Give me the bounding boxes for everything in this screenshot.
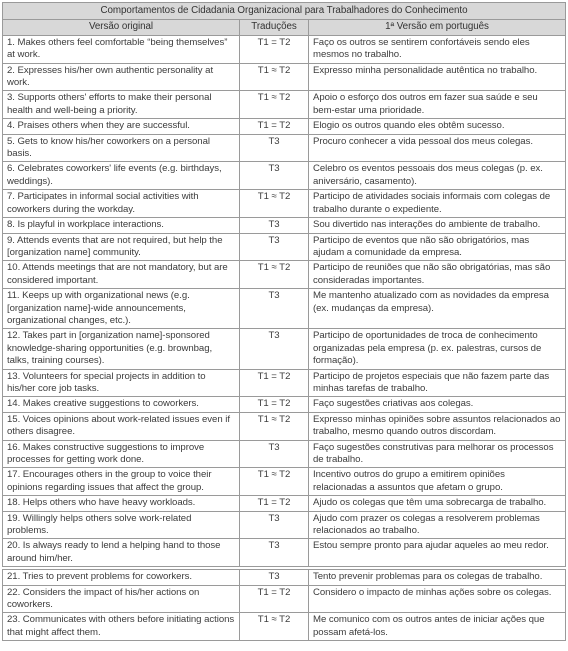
cell-translation: T3 <box>240 539 309 567</box>
table-row <box>3 397 566 412</box>
table-row <box>3 233 566 261</box>
cell-original: 3. Supports others' efforts to make their personal health and well-being a priority. <box>3 91 240 119</box>
cell-portuguese: Faço sugestões criativas aos colegas. <box>309 397 566 412</box>
cell-original: 13. Volunteers for special projects in addition to his/her core job tasks. <box>3 369 240 397</box>
cell-original: 22. Considers the impact of his/her actions on coworkers. <box>3 585 240 613</box>
cell-portuguese: Estou sempre pronto para ajudar aqueles ao meu redor. <box>309 539 566 567</box>
cell-translation: T1 ≈ T2 <box>240 613 309 641</box>
cell-portuguese: Sou divertido nas interações do ambiente de trabalho. <box>309 218 566 233</box>
table-title: Comportamentos de Cidadania Organizacional para Trabalhadores do Conhecimento <box>3 3 566 20</box>
cell-translation: T3 <box>240 289 309 329</box>
cell-original: 5. Gets to know his/her coworkers on a personal basis. <box>3 134 240 162</box>
table-body <box>3 35 566 640</box>
table-row <box>3 511 566 539</box>
table-row <box>3 585 566 613</box>
cell-portuguese: Participo de projetos especiais que não fazem parte das minhas tarefas de trabalho. <box>309 369 566 397</box>
cell-portuguese: Incentivo outros do grupo a emitirem opiniões relacionadas a assuntos que afetam o grupo. <box>309 468 566 496</box>
cell-translation: T3 <box>240 218 309 233</box>
cell-translation: T1 ≈ T2 <box>240 468 309 496</box>
cell-portuguese: Participo de eventos que não são obrigatórios, mas ajudam a comunidade da empresa. <box>309 233 566 261</box>
table-row <box>3 468 566 496</box>
cell-original: 14. Makes creative suggestions to coworkers. <box>3 397 240 412</box>
cell-translation: T3 <box>240 570 309 585</box>
cell-original: 21. Tries to prevent problems for coworkers. <box>3 570 240 585</box>
cell-translation: T3 <box>240 233 309 261</box>
cell-original: 9. Attends events that are not required, but help the [organization name] community. <box>3 233 240 261</box>
header-original: Versão original <box>3 20 240 35</box>
cell-translation: T3 <box>240 511 309 539</box>
cell-original: 15. Voices opinions about work-related issues even if others disagree. <box>3 412 240 440</box>
cell-translation: T3 <box>240 440 309 468</box>
table-row <box>3 91 566 119</box>
cell-translation: T1 ≈ T2 <box>240 261 309 289</box>
cell-original: 10. Attends meetings that are not mandatory, but are considered important. <box>3 261 240 289</box>
cell-portuguese: Elogio os outros quando eles obtêm sucesso. <box>309 119 566 134</box>
cell-portuguese: Me mantenho atualizado com as novidades da empresa (ex. mudanças da empresa). <box>309 289 566 329</box>
table-row <box>3 63 566 91</box>
cell-portuguese: Faço sugestões construtivas para melhorar os processos de trabalho. <box>309 440 566 468</box>
cell-translation: T1 = T2 <box>240 397 309 412</box>
cell-portuguese: Expresso minha personalidade autêntica no trabalho. <box>309 63 566 91</box>
cell-translation: T3 <box>240 162 309 190</box>
cell-original: 8. Is playful in workplace interactions. <box>3 218 240 233</box>
cell-translation: T1 = T2 <box>240 35 309 63</box>
cell-portuguese: Participo de atividades sociais informais com colegas de trabalho durante o expediente. <box>309 190 566 218</box>
cell-portuguese: Tento prevenir problemas para os colegas de trabalho. <box>309 570 566 585</box>
cell-portuguese: Expresso minhas opiniões sobre assuntos relacionados ao trabalho, mesmo quando outros discordam. <box>309 412 566 440</box>
cell-original: 2. Expresses his/her own authentic personality at work. <box>3 63 240 91</box>
cell-original: 17. Encourages others in the group to voice their opinions regarding issues that affect the group. <box>3 468 240 496</box>
cell-original: 11. Keeps up with organizational news (e.g. [organization name]-wide announcements, organizational changes, etc.). <box>3 289 240 329</box>
cell-original: 18. Helps others who have heavy workloads. <box>3 496 240 511</box>
cell-translation: T1 ≈ T2 <box>240 91 309 119</box>
table-row <box>3 539 566 567</box>
cell-portuguese: Faço os outros se sentirem confortáveis sendo eles mesmos no trabalho. <box>309 35 566 63</box>
table-row <box>3 570 566 585</box>
cell-portuguese: Me comunico com os outros antes de iniciar ações que possam afetá-los. <box>309 613 566 641</box>
translation-table <box>2 2 566 641</box>
table-row <box>3 440 566 468</box>
cell-original: 4. Praises others when they are successful. <box>3 119 240 134</box>
table-row <box>3 261 566 289</box>
cell-translation: T1 ≈ T2 <box>240 412 309 440</box>
cell-translation: T1 = T2 <box>240 496 309 511</box>
cell-portuguese: Procuro conhecer a vida pessoal dos meus colegas. <box>309 134 566 162</box>
cell-original: 23. Communicates with others before initiating actions that might affect them. <box>3 613 240 641</box>
header-translations: Traduções <box>240 20 309 35</box>
header-portuguese: 1ª Versão em português <box>309 20 566 35</box>
table-row <box>3 289 566 329</box>
cell-translation: T1 = T2 <box>240 369 309 397</box>
table-row <box>3 613 566 641</box>
cell-translation: T3 <box>240 329 309 369</box>
cell-translation: T1 ≈ T2 <box>240 63 309 91</box>
cell-original: 7. Participates in informal social activities with coworkers during the workday. <box>3 190 240 218</box>
cell-translation: T1 = T2 <box>240 585 309 613</box>
cell-original: 16. Makes constructive suggestions to improve processes for getting work done. <box>3 440 240 468</box>
cell-portuguese: Participo de reuniões que não são obrigatórias, mas são consideradas importantes. <box>309 261 566 289</box>
cell-original: 20. Is always ready to lend a helping hand to those around him/her. <box>3 539 240 567</box>
cell-portuguese: Celebro os eventos pessoais dos meus colegas (p. ex. aniversário, casamento). <box>309 162 566 190</box>
cell-original: 6. Celebrates coworkers' life events (e.g. birthdays, weddings). <box>3 162 240 190</box>
table-row <box>3 35 566 63</box>
cell-translation: T1 ≈ T2 <box>240 190 309 218</box>
table-row <box>3 218 566 233</box>
table-row <box>3 369 566 397</box>
table-row <box>3 162 566 190</box>
cell-portuguese: Ajudo os colegas que têm uma sobrecarga de trabalho. <box>309 496 566 511</box>
table-row <box>3 496 566 511</box>
cell-translation: T3 <box>240 134 309 162</box>
cell-portuguese: Participo de oportunidades de troca de conhecimento organizadas pela empresa (p. ex. palestras, cursos de formação). <box>309 329 566 369</box>
cell-original: 12. Takes part in [organization name]-sponsored knowledge-sharing opportunities (e.g. brownbag, talks, training courses). <box>3 329 240 369</box>
cell-portuguese: Ajudo com prazer os colegas a resolverem problemas relacionados ao trabalho. <box>309 511 566 539</box>
cell-translation: T1 = T2 <box>240 119 309 134</box>
table-row <box>3 190 566 218</box>
table-row <box>3 134 566 162</box>
table-row <box>3 119 566 134</box>
cell-original: 19. Willingly helps others solve work-related problems. <box>3 511 240 539</box>
cell-portuguese: Apoio o esforço dos outros em fazer sua saúde e seu bem-estar uma prioridade. <box>309 91 566 119</box>
table-row <box>3 412 566 440</box>
table-row <box>3 329 566 369</box>
cell-portuguese: Considero o impacto de minhas ações sobre os colegas. <box>309 585 566 613</box>
cell-original: 1. Makes others feel comfortable “being themselves” at work. <box>3 35 240 63</box>
document-page <box>2 2 565 641</box>
